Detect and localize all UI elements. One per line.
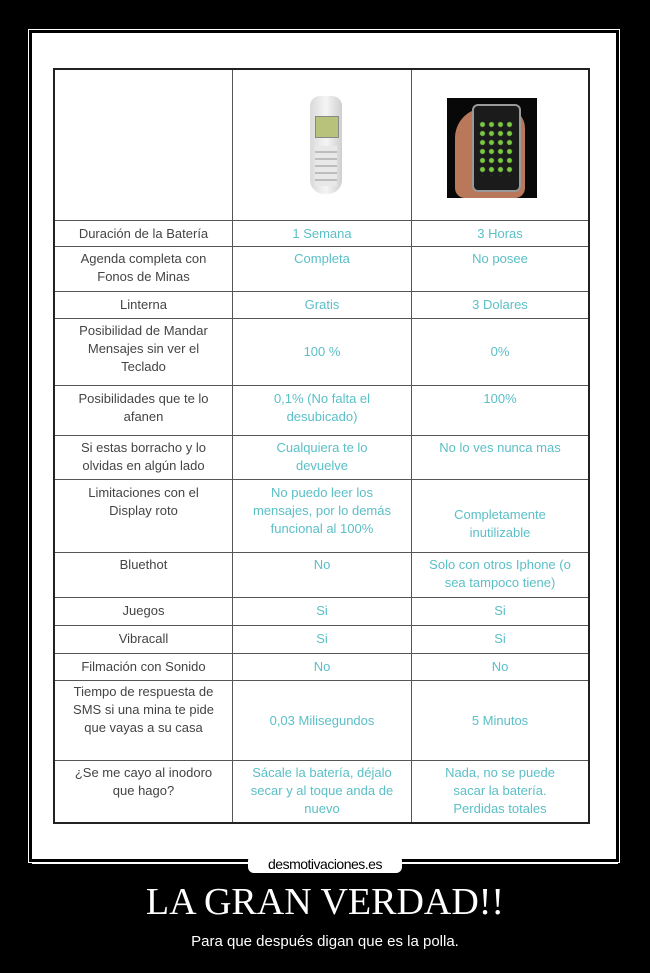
iphone-value: Solo con otros Iphone (o sea tampoco tiene) [429,557,571,590]
row-label: Agenda completa con Fonos de Minas [55,247,233,291]
iphone-device [472,104,521,192]
nokia-value: 100 % [233,319,412,385]
row-label: Filmación con Sonido [55,654,233,680]
nokia-keypad [315,146,337,186]
nokia-value: No puedo leer los mensajes, por lo demás funcional al 100% [233,480,412,552]
iphone-value: 0% [490,344,510,359]
table-row [55,292,588,319]
table-row [55,480,588,553]
nokia-value: No [233,553,412,597]
row-label: Tiempo de respuesta de SMS si una mina te pide que vayas a su casa [55,681,233,760]
table-row [55,761,588,822]
table-row [55,247,588,292]
iphone-value: 3 Horas [477,226,523,241]
row-label: Posibilidades que te lo afanen [55,386,233,435]
iphone-value: Nada, no se puede sacar la batería. Perdidas totales [445,765,555,816]
nokia-value: 0,1% (No falta el desubicado) [233,386,412,435]
iphone-value: 5 Minutos [471,712,529,728]
table-row [55,681,588,761]
row-label: Posibilidad de Mandar Mensajes sin ver el Teclado [55,319,233,385]
nokia-value: Si [233,626,412,653]
nokia-value: Si [233,598,412,625]
row-label: Vibracall [55,626,233,653]
nokia-phone-image [310,96,342,194]
table-row [55,626,588,654]
iphone-value: Completamente inutilizable [454,507,546,540]
poster-title: LA GRAN VERDAD!! [145,881,505,923]
iphone-value: 100% [483,391,517,406]
row-label: Bluethot [55,553,233,597]
row-label: Linterna [55,292,233,318]
nokia-value: Gratis [233,292,412,318]
iphone-value: Si [494,631,506,646]
row-label: Duración de la Batería [55,221,233,246]
row-label: Si estas borracho y lo olvidas en algún lado [55,436,233,479]
table-row [55,319,588,386]
nokia-value: 1 Semana [233,221,412,246]
iphone-in-hand-image [447,98,537,198]
nokia-value: 0,03 Milisegundos [233,681,412,760]
nokia-value: No [233,654,412,680]
watermark-line-right [402,862,618,864]
table-row [55,553,588,598]
poster-subtitle: Para que después digan que es la polla. [191,933,459,950]
table-row [55,654,588,681]
watermark-bar [0,855,650,873]
app-icons-grid [478,120,515,176]
row-label: Juegos [55,598,233,625]
nokia-value: Cualquiera te lo devuelve [233,436,412,479]
nokia-screen [315,116,339,138]
iphone-value: Si [494,603,506,618]
nokia-value: Completa [233,247,412,291]
iphone-value: No lo ves nunca mas [439,440,561,455]
row-label: ¿Se me cayo al inodoro que hago? [55,761,233,822]
watermark-line-left [32,862,248,864]
table-row [55,436,588,480]
header-empty-cell [55,70,233,220]
nokia-value: Sácale la batería, déjalo secar y al toque anda de nuevo [233,761,412,822]
iphone-value: No posee [472,251,528,266]
table-row [55,598,588,626]
watermark-logo: desmotivaciones.es [248,855,402,873]
iphone-value: 3 Dolares [472,297,528,312]
table-row [55,386,588,436]
table-row [55,221,588,247]
row-label: Limitaciones con el Display roto [55,480,233,552]
iphone-value: No [491,659,509,674]
